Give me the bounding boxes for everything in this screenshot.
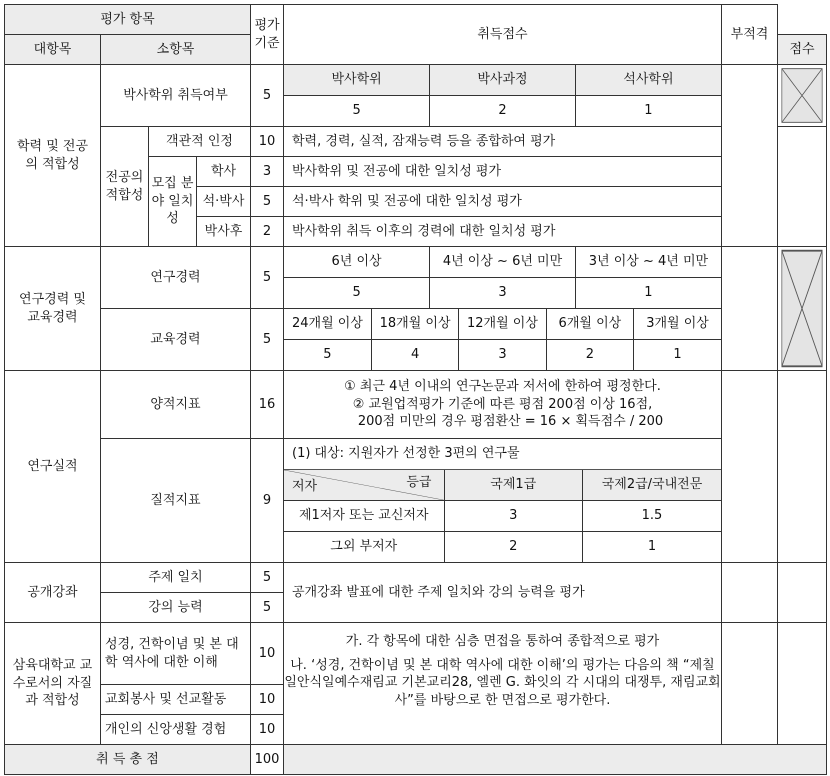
research-val: 5 [284,278,430,309]
row-points: 5 [251,187,284,217]
qual-row-val: 2 [444,531,583,562]
qual-row-val: 1 [583,531,722,562]
teaching-label: 교육경력 [101,309,251,371]
s4-row-points: 5 [251,593,284,623]
qual-row-val: 3 [444,500,583,531]
s2-acquired[interactable] [722,247,778,371]
qual-row-label: 그외 부저자 [284,531,444,562]
qual-intro: (1) 대상: 지원자가 선정한 3편의 연구물 [284,439,721,469]
teaching-val: 5 [284,340,371,371]
qual-criteria [284,439,722,563]
teaching-col: 6개월 이상 [546,309,633,340]
s5-row-label: 성경, 건학이념 및 본 대학 역사에 대한 이해 [101,623,251,685]
qual-col: 국제2급/국내전문 [583,469,722,500]
teaching-col: 18개월 이상 [371,309,458,340]
quant-criteria [284,371,722,439]
s5-acquired[interactable] [722,623,778,745]
quant-points: 16 [251,371,284,439]
s5-row-points: 10 [251,623,284,685]
minor-header: 소항목 [101,35,251,65]
field-fit-label: 모집 분야 일치성 [149,157,197,247]
qual-points: 9 [251,439,284,563]
teaching-col: 12개월 이상 [459,309,546,340]
s4-row-label: 주제 일치 [101,563,251,593]
quant-line: 200점 미만의 경우 평점환산 = 16 × 획득점수 / 200 [357,414,664,430]
teaching-val: 2 [546,340,633,371]
row-criteria: 박사학위 및 전공에 대한 일치성 평가 [284,157,722,187]
row-label: 박사후 [197,217,251,247]
quant-line: ① 최근 4년 이내의 연구논문과 저서에 한하여 평정한다. [344,379,661,395]
s4-title: 공개강좌 [5,563,101,623]
s3-title: 연구실적 [5,371,101,563]
s4-row-points: 5 [251,563,284,593]
s2-unsuitable-x [778,247,827,371]
teaching-val: 1 [634,340,721,371]
grade-author-cell [284,469,444,500]
qual-label: 질적지표 [101,439,251,563]
s4-row-label: 강의 능력 [101,593,251,623]
s5-unsuitable[interactable] [778,623,827,745]
degree-val: 2 [430,96,576,127]
degree-points: 5 [251,65,284,127]
s1-unsuitable-x [778,65,827,127]
s5-criteria [284,623,722,745]
row-points: 3 [251,157,284,187]
research-col: 3년 이상 ~ 4년 미만 [575,247,721,278]
research-val: 1 [575,278,721,309]
degree-criteria [284,65,722,127]
objective-label: 객관적 인정 [149,127,251,157]
row-label: 학사 [197,157,251,187]
evaluation-table-container [4,4,826,772]
teaching-val: 4 [371,340,458,371]
degree-val: 5 [284,96,430,127]
s5-crit-b: 나. ‘성경, 건학이념 및 본 대학 역사에 대한 이해’의 평가는 다음의 책 “제칠일안식일예수재림교 기본교리28, 엘렌 G. 화잇의 각 시대의 대쟁투, 재림교회사”를 바탕으로 한 면접으로 평가한다. [284,657,721,708]
row-criteria: 석·박사 학위 및 전공에 대한 일치성 평가 [284,187,722,217]
criteria-header: 평가기준 [251,5,284,65]
s5-title: 삼육대학교 교수로서의 자질과 적합성 [5,623,101,745]
total-points: 100 [251,745,284,775]
s5-row-points: 10 [251,715,284,745]
quant-line: ② 교원업적평가 기준에 따른 평점 200점 이상 16점, [352,396,653,412]
s5-crit-a: 가. 각 항목에 대한 심층 면접을 통하여 종합적으로 평가 [345,634,660,649]
major-header: 대항목 [5,35,101,65]
degree-val: 1 [575,96,721,127]
research-col: 6년 이상 [284,247,430,278]
total-label: 취 득 총 점 [5,745,251,775]
degree-col: 석사학위 [575,65,721,96]
research-label: 연구경력 [101,247,251,309]
qual-col: 국제1급 [444,469,583,500]
acquired-header: 취득점수 [284,5,722,65]
objective-points: 10 [251,127,284,157]
major-fit-label: 전공의 적합성 [101,127,149,247]
row-label: 석·박사 [197,187,251,217]
degree-label: 박사학위 취득여부 [101,65,251,127]
research-points: 5 [251,247,284,309]
points-header: 점수 [778,35,827,65]
teaching-criteria [284,309,722,371]
s4-criteria: 공개강좌 발표에 대한 주제 일치와 강의 능력을 평가 [284,563,722,623]
s3-acquired[interactable] [722,371,778,563]
s5-row-label: 개인의 신앙생활 경험 [101,715,251,745]
teaching-col: 24개월 이상 [284,309,371,340]
s2-title: 연구경력 및 교육경력 [5,247,101,371]
teaching-points: 5 [251,309,284,371]
s3-unsuitable[interactable] [778,371,827,563]
qual-row-val: 1.5 [583,500,722,531]
degree-col: 박사학위 [284,65,430,96]
teaching-val: 3 [459,340,546,371]
s5-row-points: 10 [251,685,284,715]
total-filler [284,745,827,775]
s4-unsuitable[interactable] [778,563,827,623]
grade-label: 등급 [406,474,432,490]
research-criteria [284,247,722,309]
row-points: 2 [251,217,284,247]
research-val: 3 [430,278,576,309]
eval-items-header: 평가 항목 [5,5,251,35]
s5-row-label: 교회봉사 및 선교활동 [101,685,251,715]
teaching-col: 3개월 이상 [634,309,721,340]
evaluation-table [4,4,827,775]
qual-row-label: 제1저자 또는 교신저자 [284,500,444,531]
degree-col: 박사과정 [430,65,576,96]
unsuitable-header: 부적격 [722,5,778,65]
s1-acquired[interactable] [722,65,778,247]
s4-acquired[interactable] [722,563,778,623]
quant-label: 양적지표 [101,371,251,439]
s1-title: 학력 및 전공의 적합성 [5,65,101,247]
author-label: 저자 [292,478,318,494]
s1-unsuitable[interactable] [778,127,827,247]
research-col: 4년 이상 ~ 6년 미만 [430,247,576,278]
objective-criteria: 학력, 경력, 실적, 잠재능력 등을 종합하여 평가 [284,127,722,157]
row-criteria: 박사학위 취득 이후의 경력에 대한 일치성 평가 [284,217,722,247]
